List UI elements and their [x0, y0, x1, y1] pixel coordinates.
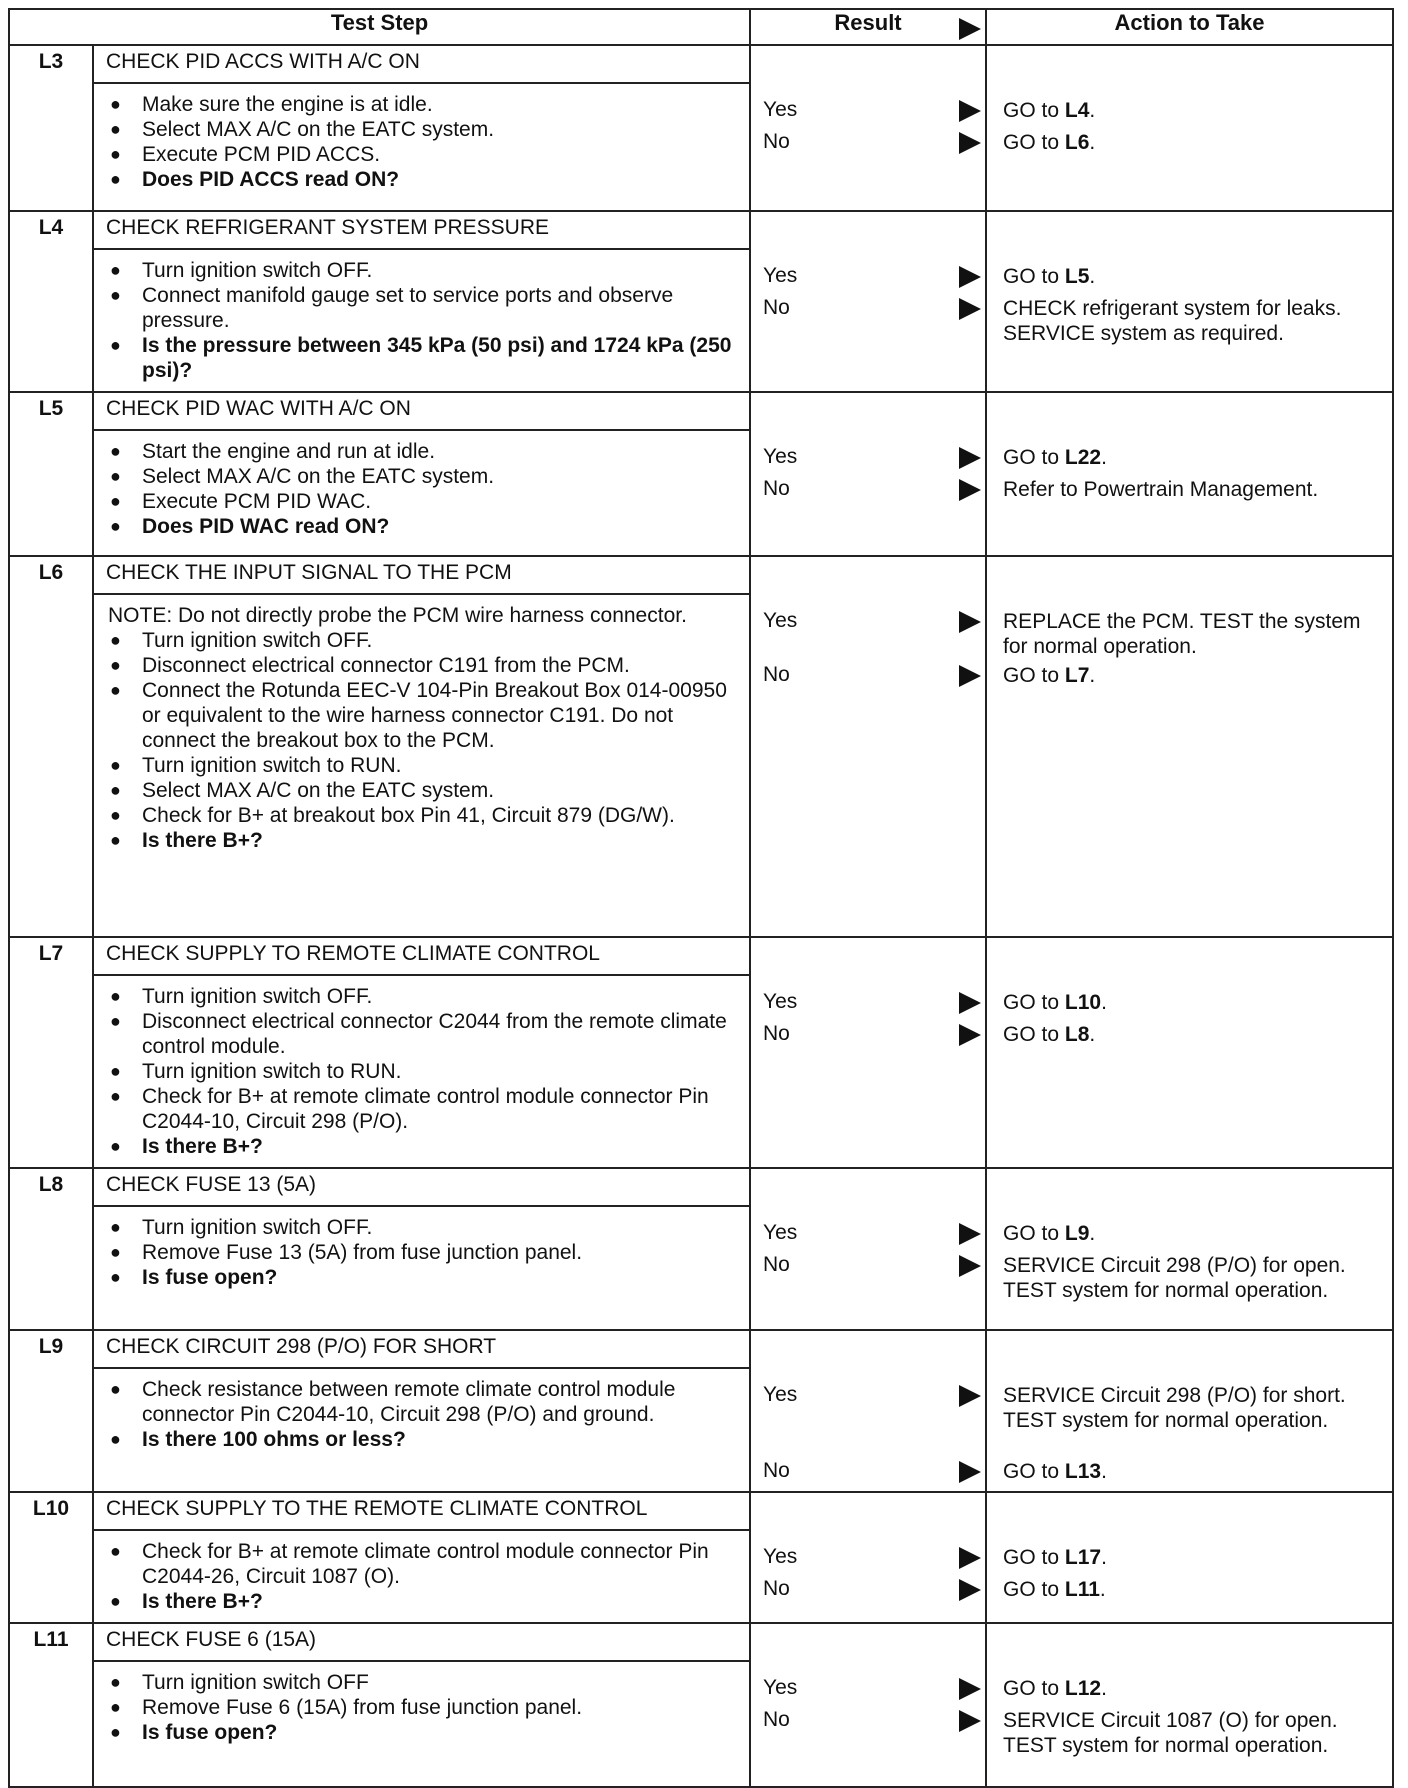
- arrow-right-icon: [959, 1461, 981, 1483]
- action-no: [1003, 1022, 1382, 1047]
- step-title-row: [9, 211, 1393, 249]
- step-title: CHECK SUPPLY TO REMOTE CLIMATE CONTROL: [93, 937, 750, 975]
- step-code: L3: [9, 45, 93, 211]
- step-title: CHECK PID ACCS WITH A/C ON: [93, 45, 750, 83]
- step-title-row: [9, 1330, 1393, 1368]
- arrow-right-icon: [959, 447, 981, 469]
- action-yes: [1003, 609, 1382, 659]
- action-yes-suffix: .: [1101, 1546, 1107, 1569]
- step-bullet: ● Make sure the engine is at idle.: [104, 92, 741, 117]
- action-yes: [1003, 1545, 1382, 1570]
- step-body: [93, 83, 750, 211]
- action-yes-target: L9: [1064, 1222, 1090, 1245]
- header-test-step: Test Step: [9, 9, 750, 45]
- result-no-label: No: [763, 477, 790, 500]
- step-body: [93, 594, 750, 937]
- step-body: [93, 975, 750, 1168]
- action-no-text: CHECK refrigerant system for leaks. SERVICE system as required.: [1003, 297, 1342, 345]
- action-no-suffix: .: [1089, 664, 1096, 687]
- step-title-row: [9, 1623, 1393, 1661]
- step-title-row: [9, 392, 1393, 430]
- action-no: [1003, 1459, 1382, 1484]
- action-yes-text: REPLACE the PCM. TEST the system for normal operation.: [1003, 610, 1361, 658]
- action-yes: [1003, 445, 1382, 470]
- step-code: L7: [9, 937, 93, 1168]
- step-bullet: ● Disconnect electrical connector C191 from the PCM.: [104, 653, 741, 678]
- action-yes-prefix: GO to: [1003, 446, 1065, 469]
- step-result-cell: [750, 45, 986, 211]
- step-bullet: ● Remove Fuse 6 (15A) from fuse junction panel.: [104, 1695, 741, 1720]
- step-question: ● Is there B+?: [104, 1134, 741, 1159]
- arrow-right-icon: [959, 479, 981, 501]
- step-title: CHECK THE INPUT SIGNAL TO THE PCM: [93, 556, 750, 594]
- result-yes-label: Yes: [763, 1221, 798, 1244]
- result-no-label: No: [763, 1253, 790, 1276]
- step-question: ● Is fuse open?: [104, 1720, 741, 1745]
- arrow-right-icon: [959, 100, 981, 122]
- arrow-right-icon: [959, 298, 981, 320]
- step-bullet-list: [104, 1377, 741, 1452]
- step-title: CHECK SUPPLY TO THE REMOTE CLIMATE CONTROL: [93, 1492, 750, 1530]
- step-note: NOTE: Do not directly probe the PCM wire harness connector.: [108, 604, 687, 627]
- action-yes-prefix: GO to: [1003, 991, 1065, 1014]
- action-no-suffix: .: [1099, 1578, 1106, 1601]
- action-no: [1003, 1577, 1382, 1602]
- step-title: CHECK FUSE 6 (15A): [93, 1623, 750, 1661]
- result-no-label: No: [763, 1577, 790, 1600]
- step-bullet: ● Execute PCM PID ACCS.: [104, 142, 741, 167]
- step-bullet: ● Turn ignition switch OFF.: [104, 258, 741, 283]
- step-title: CHECK REFRIGERANT SYSTEM PRESSURE: [93, 211, 750, 249]
- step-action-cell: [986, 392, 1393, 556]
- arrow-right-icon: [959, 611, 981, 633]
- action-no-prefix: GO to: [1003, 1460, 1065, 1483]
- step-title-row: [9, 1492, 1393, 1530]
- arrow-right-icon: [959, 665, 981, 687]
- action-no-text: Refer to Powertrain Management.: [1003, 478, 1319, 501]
- step-result-cell: [750, 1492, 986, 1623]
- step-code: L6: [9, 556, 93, 937]
- step-code: L5: [9, 392, 93, 556]
- step-result-cell: [750, 556, 986, 937]
- action-yes-target: L17: [1064, 1546, 1102, 1569]
- step-action-cell: [986, 1168, 1393, 1330]
- step-body: [93, 1368, 750, 1492]
- step-bullet: ● Select MAX A/C on the EATC system.: [104, 464, 741, 489]
- header-result-label: Result: [834, 10, 902, 35]
- step-title-row: [9, 1168, 1393, 1206]
- step-bullet: ● Turn ignition switch OFF.: [104, 1215, 741, 1240]
- action-yes: [1003, 98, 1382, 123]
- result-yes-label: Yes: [763, 1676, 798, 1699]
- action-yes-suffix: .: [1101, 991, 1107, 1014]
- action-no-target: L11: [1064, 1578, 1100, 1601]
- step-bullet: ● Check for B+ at breakout box Pin 41, Circuit 879 (DG/W).: [104, 803, 741, 828]
- action-yes-suffix: .: [1089, 99, 1096, 122]
- step-bullet: ● Turn ignition switch to RUN.: [104, 1059, 741, 1084]
- step-body: [93, 249, 750, 392]
- step-result-cell: [750, 392, 986, 556]
- action-yes-suffix: .: [1089, 265, 1096, 288]
- action-no-target: L13: [1064, 1460, 1102, 1483]
- action-yes-target: L12: [1064, 1677, 1102, 1700]
- step-action-cell: [986, 937, 1393, 1168]
- step-bullet: ● Select MAX A/C on the EATC system.: [104, 778, 741, 803]
- step-body: [93, 1661, 750, 1787]
- result-no-label: No: [763, 1708, 790, 1731]
- arrow-right-icon: [959, 266, 981, 288]
- step-question: ● Does PID WAC read ON?: [104, 514, 741, 539]
- action-no: [1003, 296, 1382, 346]
- action-yes-text: SERVICE Circuit 298 (P/O) for short. TEST system for normal operation.: [1003, 1384, 1346, 1432]
- result-yes-label: Yes: [763, 445, 798, 468]
- step-code: L11: [9, 1623, 93, 1787]
- step-bullet: ● Turn ignition switch OFF: [104, 1670, 741, 1695]
- step-body: [93, 1530, 750, 1623]
- diagnostic-table: [8, 8, 1394, 1788]
- step-code: L4: [9, 211, 93, 392]
- step-code: L8: [9, 1168, 93, 1330]
- step-action-cell: [986, 556, 1393, 937]
- action-no: [1003, 477, 1382, 502]
- step-bullet: ● Check resistance between remote climate control module connector Pin C2044-10, Circuit 298 (P/O) and ground.: [104, 1377, 741, 1427]
- action-yes: [1003, 1676, 1382, 1701]
- step-question: ● Is the pressure between 345 kPa (50 psi) and 1724 kPa (250 psi)?: [104, 333, 741, 383]
- step-bullet-list: [104, 1215, 741, 1290]
- step-bullet-list: [104, 439, 741, 539]
- step-bullet-list: [104, 628, 741, 853]
- header-result: [750, 9, 986, 45]
- action-no-prefix: GO to: [1003, 1023, 1065, 1046]
- step-bullet-list: [104, 258, 741, 383]
- step-bullet: ● Remove Fuse 13 (5A) from fuse junction panel.: [104, 1240, 741, 1265]
- step-result-cell: [750, 211, 986, 392]
- action-yes-prefix: GO to: [1003, 1222, 1065, 1245]
- result-no-label: No: [763, 130, 790, 153]
- step-bullet: ● Turn ignition switch OFF.: [104, 628, 741, 653]
- step-bullet-list: [104, 92, 741, 192]
- action-no: [1003, 1708, 1382, 1758]
- action-no-suffix: .: [1101, 1460, 1107, 1483]
- action-yes: [1003, 1383, 1382, 1433]
- step-bullet: ● Turn ignition switch to RUN.: [104, 753, 741, 778]
- step-result-cell: [750, 1330, 986, 1492]
- result-yes-label: Yes: [763, 1545, 798, 1568]
- arrow-right-icon: [959, 1579, 981, 1601]
- action-yes-target: L10: [1064, 991, 1102, 1014]
- result-no-label: No: [763, 1022, 790, 1045]
- step-bullet: ● Connect the Rotunda EEC-V 104-Pin Breakout Box 014-00950 or equivalent to the wire harness connector C191. Do not connect the breakout box to the PCM.: [104, 678, 741, 753]
- step-question: ● Is there B+?: [104, 1589, 741, 1614]
- step-title: CHECK CIRCUIT 298 (P/O) FOR SHORT: [93, 1330, 750, 1368]
- step-action-cell: [986, 211, 1393, 392]
- action-yes-prefix: GO to: [1003, 99, 1065, 122]
- step-bullet: ● Execute PCM PID WAC.: [104, 489, 741, 514]
- step-question: ● Is fuse open?: [104, 1265, 741, 1290]
- action-no: [1003, 1253, 1382, 1303]
- header-row: [9, 9, 1393, 45]
- step-bullet: ● Start the engine and run at idle.: [104, 439, 741, 464]
- step-result-cell: [750, 1168, 986, 1330]
- step-result-cell: [750, 1623, 986, 1787]
- action-yes-suffix: .: [1101, 446, 1107, 469]
- arrow-right-icon: [959, 18, 981, 40]
- action-yes-prefix: GO to: [1003, 265, 1065, 288]
- step-bullet: ● Check for B+ at remote climate control module connector Pin C2044-26, Circuit 1087 (O).: [104, 1539, 741, 1589]
- result-yes-label: Yes: [763, 609, 798, 632]
- action-yes: [1003, 990, 1382, 1015]
- step-title-row: [9, 937, 1393, 975]
- step-question: ● Is there B+?: [104, 828, 741, 853]
- step-body: [93, 430, 750, 556]
- result-yes-label: Yes: [763, 990, 798, 1013]
- result-yes-label: Yes: [763, 264, 798, 287]
- arrow-right-icon: [959, 1385, 981, 1407]
- action-no: [1003, 130, 1382, 155]
- action-no-target: L7: [1064, 664, 1090, 687]
- step-title-row: [9, 556, 1393, 594]
- action-no-target: L6: [1064, 131, 1090, 154]
- arrow-right-icon: [959, 992, 981, 1014]
- action-no-prefix: GO to: [1003, 664, 1065, 687]
- action-yes: [1003, 1221, 1382, 1246]
- action-yes-prefix: GO to: [1003, 1677, 1065, 1700]
- step-bullet-list: [104, 1539, 741, 1614]
- step-title-row: [9, 45, 1393, 83]
- step-title: CHECK PID WAC WITH A/C ON: [93, 392, 750, 430]
- arrow-right-icon: [959, 1024, 981, 1046]
- action-no-text: SERVICE Circuit 1087 (O) for open. TEST system for normal operation.: [1003, 1709, 1338, 1757]
- action-no-prefix: GO to: [1003, 1578, 1065, 1601]
- action-no-target: L8: [1064, 1023, 1090, 1046]
- action-yes-target: L4: [1064, 99, 1090, 122]
- arrow-right-icon: [959, 1223, 981, 1245]
- action-yes: [1003, 264, 1382, 289]
- result-no-label: No: [763, 296, 790, 319]
- result-yes-label: Yes: [763, 98, 798, 121]
- action-yes-target: L22: [1064, 446, 1102, 469]
- arrow-right-icon: [959, 1710, 981, 1732]
- arrow-right-icon: [959, 132, 981, 154]
- action-yes-suffix: .: [1089, 1222, 1096, 1245]
- step-bullet: ● Check for B+ at remote climate control module connector Pin C2044-10, Circuit 298 (P/O).: [104, 1084, 741, 1134]
- step-action-cell: [986, 45, 1393, 211]
- step-bullet: ● Turn ignition switch OFF.: [104, 984, 741, 1009]
- step-title: CHECK FUSE 13 (5A): [93, 1168, 750, 1206]
- step-question: ● Is there 100 ohms or less?: [104, 1427, 741, 1452]
- action-yes-suffix: .: [1101, 1677, 1107, 1700]
- arrow-right-icon: [959, 1547, 981, 1569]
- step-bullet-list: [104, 1670, 741, 1745]
- step-bullet: ● Connect manifold gauge set to service ports and observe pressure.: [104, 283, 741, 333]
- arrow-right-icon: [959, 1255, 981, 1277]
- step-body: [93, 1206, 750, 1330]
- result-yes-label: Yes: [763, 1383, 798, 1406]
- action-yes-prefix: GO to: [1003, 1546, 1065, 1569]
- action-no: [1003, 663, 1382, 688]
- step-bullet: ● Select MAX A/C on the EATC system.: [104, 117, 741, 142]
- step-action-cell: [986, 1492, 1393, 1623]
- step-code: L9: [9, 1330, 93, 1492]
- header-action: Action to Take: [986, 9, 1393, 45]
- step-bullet-list: [104, 984, 741, 1159]
- action-no-suffix: .: [1089, 131, 1096, 154]
- action-no-prefix: GO to: [1003, 131, 1065, 154]
- action-no-suffix: .: [1089, 1023, 1096, 1046]
- result-no-label: No: [763, 663, 790, 686]
- step-bullet: ● Disconnect electrical connector C2044 from the remote climate control module.: [104, 1009, 741, 1059]
- step-code: L10: [9, 1492, 93, 1623]
- result-no-label: No: [763, 1459, 790, 1482]
- step-action-cell: [986, 1330, 1393, 1492]
- step-action-cell: [986, 1623, 1393, 1787]
- step-result-cell: [750, 937, 986, 1168]
- arrow-right-icon: [959, 1678, 981, 1700]
- action-no-text: SERVICE Circuit 298 (P/O) for open. TEST system for normal operation.: [1003, 1254, 1346, 1302]
- step-question: ● Does PID ACCS read ON?: [104, 167, 741, 192]
- action-yes-target: L5: [1064, 265, 1090, 288]
